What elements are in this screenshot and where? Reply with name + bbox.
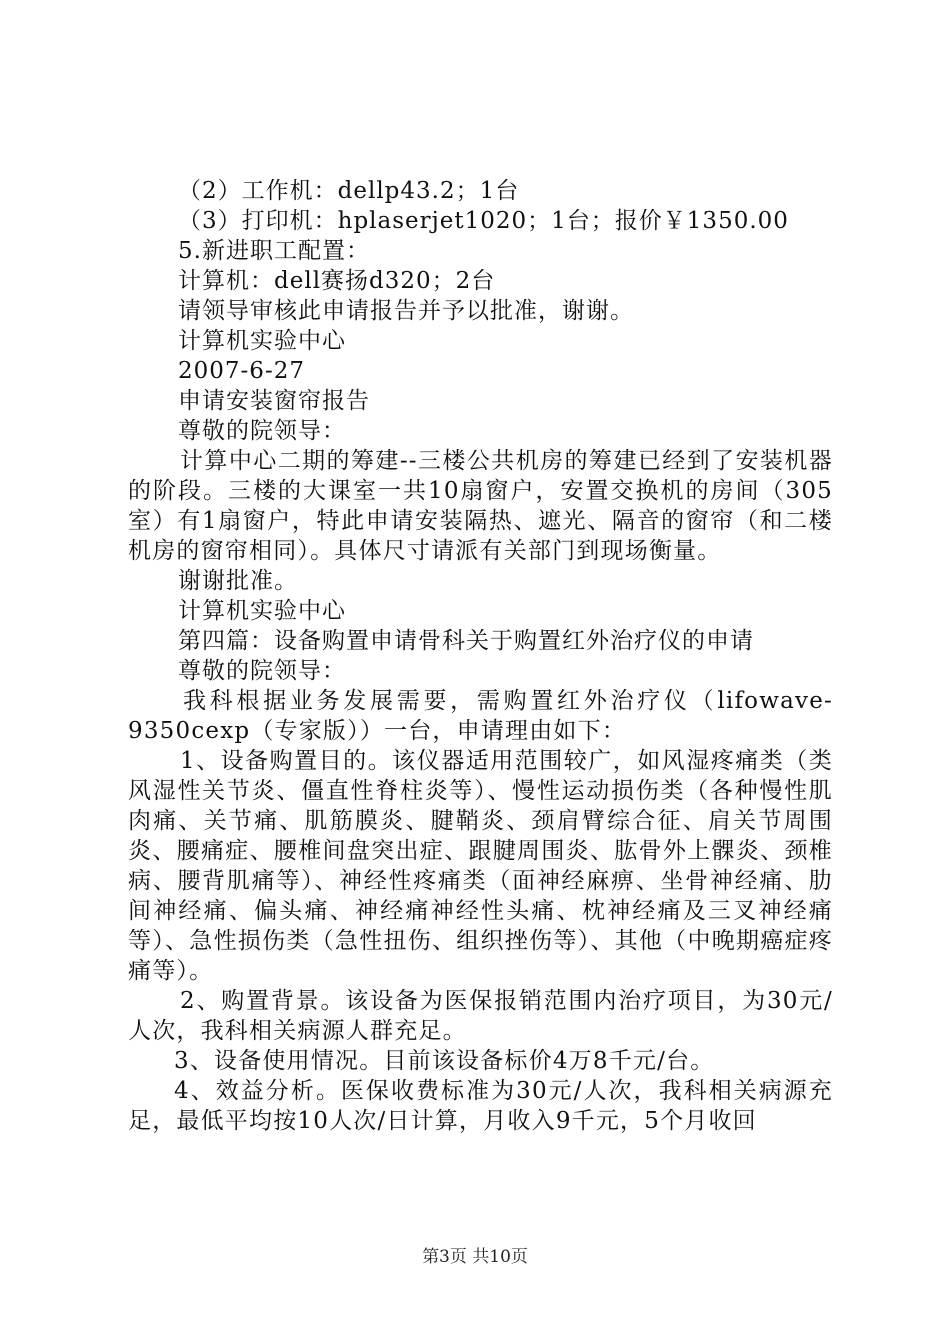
- paragraph: 3、设备使用情况。目前该设备标价4万8千元/台。: [174, 1048, 715, 1074]
- section-title: 第四篇：设备购置申请骨科关于购置红外治疗仪的申请: [178, 628, 754, 654]
- signature-line: 计算机实验中心: [178, 598, 346, 624]
- salutation: 尊敬的院领导：: [178, 418, 346, 444]
- paragraph: 我科根据业务发展需要，需购置红外治疗仪（lifowave-9350cexp（专家版））一台，申请理由如下：: [128, 688, 833, 744]
- text-line: 2007-6-27: [178, 358, 305, 384]
- section-title: 申请安装窗帘报告: [178, 388, 370, 414]
- paragraph: 2、购置背景。该设备为医保报销范围内治疗项目，为30元/人次，我科相关病源人群充足。: [128, 988, 833, 1044]
- salutation: 尊敬的院领导：: [178, 658, 346, 684]
- paragraph: 4、效益分析。医保收费标准为30元/人次，我科相关病源充足，最低平均按10人次/日计算，月收入9千元，5个月收回: [128, 1078, 833, 1134]
- text-line: 谢谢批准。: [178, 568, 298, 594]
- paragraph: 计算中心二期的筹建--三楼公共机房的筹建已经到了安装机器的阶段。三楼的大课室一共10扇窗户，安置交换机的房间（305室）有1扇窗户，特此申请安装隔热、遮光、隔音的窗帘（和二楼机房的窗帘相同）。具体尺寸请派有关部门到现场衡量。: [128, 448, 833, 564]
- text-line: 请领导审核此申请报告并予以批准，谢谢。: [178, 298, 634, 324]
- text-line: 计算机实验中心: [178, 328, 346, 354]
- page-number-footer: 第3页 共10页: [422, 1247, 528, 1267]
- document-body: [128, 176, 833, 1136]
- text-line: （3）打印机：hplaserjet1020；1台；报价￥1350.00: [178, 208, 789, 234]
- paragraph: 1、设备购置目的。该仪器适用范围较广，如风湿疼痛类（类风湿性关节炎、僵直性脊柱炎等）、慢性运动损伤类（各种慢性肌肉痛、关节痛、肌筋膜炎、腱鞘炎、颈肩臂综合征、肩关节周围炎、腰痛症、腰椎间盘突出症、跟腱周围炎、肱骨外上髁炎、颈椎病、腰背肌痛等）、神经性疼痛类（面神经麻痹、坐骨神经痛、肋间神经痛、偏头痛、神经痛神经性头痛、枕神经痛及三叉神经痛等）、急性损伤类（急性扭伤、组织挫伤等）、其他（中晚期癌症疼痛等）。: [128, 748, 833, 984]
- text-line: 5.新进职工配置：: [178, 238, 370, 264]
- text-line: 计算机：dell赛扬d320；2台: [178, 268, 496, 294]
- text-line: （2）工作机：dellp43.2；1台: [178, 178, 520, 204]
